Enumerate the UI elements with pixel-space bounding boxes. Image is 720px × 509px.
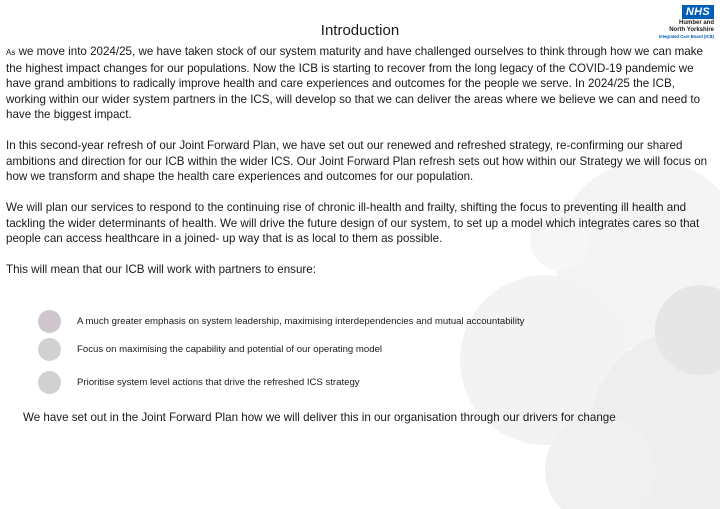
paragraph-2: In this second-year refresh of our Joint Forward Plan, we have set out our renewed and refreshed strategy, re-confirming our shared ambitions and direction for our ICB within the wider ICS. Our Joint Forward Plan refresh sets out how within our Strategy we will focus on how we transform and shape the health care experiences and outcomes for our population. xyxy=(6,139,708,183)
body-text xyxy=(6,44,714,293)
logo-line-1: Humber and xyxy=(678,20,714,26)
page-title: Introduction xyxy=(320,22,400,39)
bullet-circle-icon xyxy=(38,338,61,361)
nhs-badge: NHS xyxy=(682,5,714,19)
paragraph-4: This will mean that our ICB will work with partners to ensure: xyxy=(6,263,316,276)
paragraph-1-text: we move into 2024/25, we have taken stock of our system maturity and have challenged ourselves to think through how we can make the highest impact changes for our populations. Now the ICB is starting to recover from the long legacy of the COVID-19 pandemic we have grand ambitions to radically improve health and care experiences and outcomes for the people we serve. In 2024/25 the ICB, working within our wider system partners in the ICS, will develop so that we can deliver the areas where we believe we can and need to have the biggest impact. xyxy=(6,45,703,121)
paragraph-1 xyxy=(6,44,714,123)
paragraph-1-lead: As xyxy=(6,48,16,57)
list-item-text: A much greater emphasis on system leadership, maximising interdependencies and mutual accountability xyxy=(77,316,525,327)
logo-line-3: Integrated Care Board (ICB) xyxy=(658,34,714,39)
list-item xyxy=(38,371,360,394)
logo-line-2: North Yorkshire xyxy=(669,27,714,33)
list-item xyxy=(38,338,382,361)
closing-statement: We have set out in the Joint Forward Plan how we will deliver this in our organisation through our drivers for change xyxy=(23,411,616,424)
nhs-logo xyxy=(632,2,714,40)
paragraph-3: We will plan our services to respond to the continuing rise of chronic ill-health and frailty, shifting the focus to preventing ill health and tackling the wider determinants of health. We will drive the future design of our system, to set up a model which integrates cares so that people can access healthcare in a joined- up way that is as local to them as possible. xyxy=(6,201,700,245)
list-item xyxy=(38,310,524,333)
bullet-circle-icon xyxy=(38,310,61,333)
bullet-circle-icon xyxy=(38,371,61,394)
list-item-text: Focus on maximising the capability and potential of our operating model xyxy=(77,344,383,355)
list-item-text: Prioritise system level actions that drive the refreshed ICS strategy xyxy=(77,377,360,388)
